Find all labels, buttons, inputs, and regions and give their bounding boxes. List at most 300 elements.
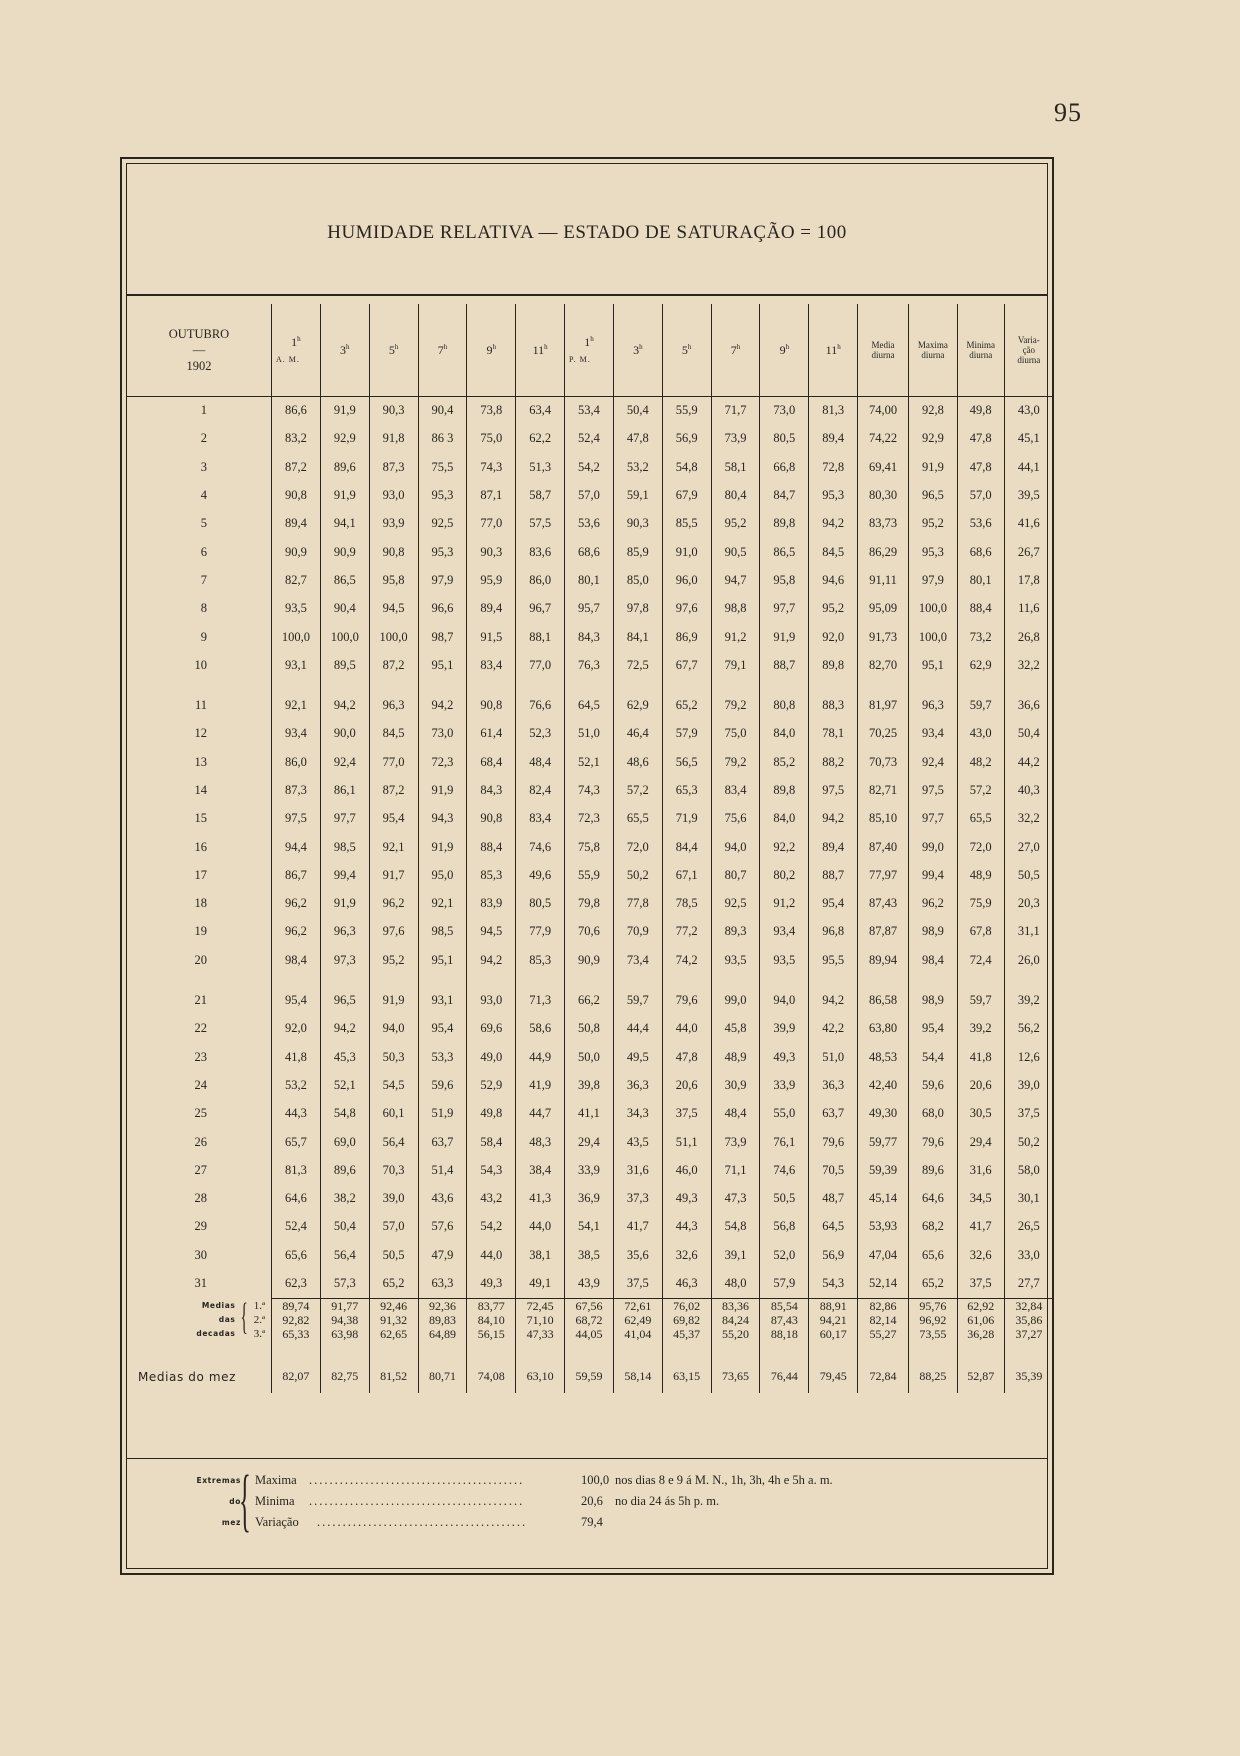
hour-label bbox=[272, 335, 320, 349]
decada-value: 64,89 bbox=[428, 1326, 456, 1341]
decadas-row bbox=[127, 1299, 1053, 1361]
value-cell: 31,6 bbox=[957, 1156, 1004, 1184]
value-cell: 12,6 bbox=[1004, 1043, 1053, 1071]
decadas-brace: { bbox=[240, 1295, 249, 1338]
hour-label bbox=[614, 343, 662, 357]
extremas-value: 20,6 bbox=[581, 1494, 603, 1508]
value-cell: 94,6 bbox=[809, 566, 858, 594]
value-cell: 56,9 bbox=[809, 1241, 858, 1269]
value-cell: 93,4 bbox=[908, 720, 957, 748]
value-cell: 75,9 bbox=[957, 890, 1004, 918]
hour-header bbox=[760, 304, 809, 396]
value-cell: 62,3 bbox=[271, 1269, 320, 1298]
value-cell: 79,6 bbox=[809, 1128, 858, 1156]
value-cell: 85,9 bbox=[613, 538, 662, 566]
value-cell: 65,2 bbox=[369, 1269, 418, 1298]
value-cell: 93,0 bbox=[369, 481, 418, 509]
value-cell: 50,4 bbox=[320, 1213, 369, 1241]
value-cell: 50,0 bbox=[565, 1043, 614, 1071]
value-cell: 52,3 bbox=[516, 720, 565, 748]
value-cell: 41,8 bbox=[271, 1043, 320, 1071]
value-cell: 41,7 bbox=[613, 1213, 662, 1241]
value-cell: 57,9 bbox=[662, 720, 711, 748]
value-cell: 43,2 bbox=[467, 1185, 516, 1213]
hour-number: 11 bbox=[825, 342, 838, 357]
decada-value: 92,46 bbox=[380, 1298, 408, 1313]
value-cell: 91,9 bbox=[320, 890, 369, 918]
value-cell: 42,40 bbox=[858, 1071, 909, 1099]
extremas-value: 100,0 bbox=[581, 1473, 610, 1487]
value-cell: 68,6 bbox=[565, 538, 614, 566]
hour-label bbox=[712, 343, 760, 357]
value-cell: 54,2 bbox=[467, 1213, 516, 1241]
value-cell: 87,40 bbox=[858, 833, 909, 861]
value-cell: 95,2 bbox=[369, 946, 418, 974]
decada-value: 47,33 bbox=[526, 1326, 554, 1341]
value-cell: 93,4 bbox=[271, 720, 320, 748]
decada-value: 96,92 bbox=[919, 1312, 947, 1327]
value-cell: 47,3 bbox=[711, 1185, 760, 1213]
decada-value: 89,74 bbox=[282, 1298, 310, 1313]
day-number: 6 bbox=[200, 544, 207, 559]
value-cell: 41,3 bbox=[516, 1185, 565, 1213]
value-cell: 90,3 bbox=[369, 397, 418, 425]
value-cell: 43,0 bbox=[957, 720, 1004, 748]
value-cell: 59,77 bbox=[858, 1128, 909, 1156]
value-cell: 37,5 bbox=[1004, 1100, 1053, 1128]
hour-number: 3 bbox=[340, 342, 346, 357]
value-cell: 90,9 bbox=[271, 538, 320, 566]
value-cell: 77,0 bbox=[467, 510, 516, 538]
mez-value: 73,65 bbox=[711, 1361, 760, 1393]
decada-value: 62,49 bbox=[624, 1312, 652, 1327]
decadas-column bbox=[369, 1299, 418, 1361]
decada-value: 60,17 bbox=[819, 1326, 847, 1341]
value-cell: 87,2 bbox=[369, 776, 418, 804]
decada-value: 87,43 bbox=[770, 1312, 798, 1327]
extremas-note: nos dias 8 e 9 á M. N., 1h, 3h, 4h e 5h a. m. bbox=[615, 1473, 833, 1487]
value-cell: 88,7 bbox=[809, 861, 858, 889]
value-cell: 57,0 bbox=[369, 1213, 418, 1241]
table-row bbox=[127, 538, 1053, 566]
value-cell: 45,8 bbox=[711, 1015, 760, 1043]
value-cell: 77,97 bbox=[858, 861, 909, 889]
table-row bbox=[127, 1185, 1053, 1213]
value-cell: 80,5 bbox=[760, 425, 809, 453]
value-cell: 74,22 bbox=[858, 425, 909, 453]
value-cell: 55,0 bbox=[760, 1100, 809, 1128]
table-row bbox=[127, 481, 1053, 509]
extremas-name: Maxima bbox=[255, 1473, 297, 1487]
value-cell: 52,0 bbox=[760, 1241, 809, 1269]
table-header-row bbox=[127, 304, 1053, 396]
value-cell: 89,4 bbox=[271, 510, 320, 538]
value-cell: 74,3 bbox=[467, 453, 516, 481]
value-cell: 87,2 bbox=[369, 651, 418, 679]
value-cell: 97,5 bbox=[908, 776, 957, 804]
value-cell: 94,0 bbox=[711, 833, 760, 861]
variacao-header-line: Varia- bbox=[1017, 334, 1040, 345]
value-cell: 91,2 bbox=[760, 890, 809, 918]
table-row bbox=[127, 776, 1053, 804]
value-cell: 90,4 bbox=[418, 397, 467, 425]
value-cell: 49,8 bbox=[467, 1100, 516, 1128]
value-cell: 93,9 bbox=[369, 510, 418, 538]
value-cell: 69,0 bbox=[320, 1128, 369, 1156]
value-cell: 65,6 bbox=[908, 1241, 957, 1269]
value-cell: 32,6 bbox=[662, 1241, 711, 1269]
value-cell: 73,8 bbox=[467, 397, 516, 425]
value-cell: 32,2 bbox=[1004, 805, 1053, 833]
decada-value: 37,27 bbox=[1015, 1326, 1043, 1341]
value-cell: 56,8 bbox=[760, 1213, 809, 1241]
value-cell: 100,0 bbox=[908, 623, 957, 651]
decadas-column bbox=[858, 1299, 909, 1361]
value-cell: 99,4 bbox=[320, 861, 369, 889]
value-cell: 80,4 bbox=[711, 481, 760, 509]
value-cell: 94,2 bbox=[320, 679, 369, 719]
value-cell: 70,5 bbox=[809, 1156, 858, 1184]
value-cell: 27,0 bbox=[1004, 833, 1053, 861]
decadas-column bbox=[711, 1299, 760, 1361]
value-cell: 92,8 bbox=[908, 397, 957, 425]
value-cell: 86,58 bbox=[858, 974, 909, 1014]
value-cell: 92,4 bbox=[908, 748, 957, 776]
value-cell: 95,1 bbox=[418, 651, 467, 679]
day-number: 16 bbox=[194, 839, 207, 854]
value-cell: 89,6 bbox=[320, 1156, 369, 1184]
value-cell: 85,0 bbox=[613, 566, 662, 594]
value-cell: 39,2 bbox=[1004, 974, 1053, 1014]
value-cell: 51,0 bbox=[565, 720, 614, 748]
value-cell: 62,9 bbox=[957, 651, 1004, 679]
value-cell: 84,3 bbox=[565, 623, 614, 651]
value-cell: 43,9 bbox=[565, 1269, 614, 1298]
value-cell: 30,5 bbox=[957, 1100, 1004, 1128]
value-cell: 64,5 bbox=[809, 1213, 858, 1241]
value-cell: 72,0 bbox=[957, 833, 1004, 861]
hour-header bbox=[467, 304, 516, 396]
value-cell: 69,6 bbox=[467, 1015, 516, 1043]
hour-number: 9 bbox=[486, 342, 493, 357]
value-cell: 30,9 bbox=[711, 1071, 760, 1099]
value-cell: 43,5 bbox=[613, 1128, 662, 1156]
value-cell: 70,9 bbox=[613, 918, 662, 946]
decadas-label-line: decadas bbox=[196, 1328, 236, 1338]
value-cell: 86,6 bbox=[271, 397, 320, 425]
value-cell: 78,1 bbox=[809, 720, 858, 748]
hour-number: 7 bbox=[437, 342, 444, 357]
day-number: 27 bbox=[194, 1162, 207, 1177]
value-cell: 71,3 bbox=[516, 974, 565, 1014]
value-cell: 60,1 bbox=[369, 1100, 418, 1128]
value-cell: 37,3 bbox=[613, 1185, 662, 1213]
value-cell: 82,71 bbox=[858, 776, 909, 804]
hour-header bbox=[565, 304, 614, 396]
value-cell: 44,0 bbox=[662, 1015, 711, 1043]
table-row bbox=[127, 861, 1053, 889]
day-number: 1 bbox=[200, 403, 207, 418]
mez-value: 82,75 bbox=[320, 1361, 369, 1393]
decada-value: 62,92 bbox=[967, 1298, 995, 1313]
value-cell: 91,9 bbox=[418, 833, 467, 861]
value-cell: 48,0 bbox=[711, 1269, 760, 1298]
value-cell: 64,6 bbox=[908, 1185, 957, 1213]
value-cell: 85,3 bbox=[467, 861, 516, 889]
extremas-row-minima bbox=[255, 1491, 815, 1512]
value-cell: 89,8 bbox=[760, 776, 809, 804]
decada-value: 89,83 bbox=[428, 1312, 456, 1327]
value-cell: 48,2 bbox=[957, 748, 1004, 776]
table-row bbox=[127, 679, 1053, 719]
value-cell: 96,8 bbox=[809, 918, 858, 946]
hour-suffix: h bbox=[785, 342, 790, 351]
value-cell: 90,3 bbox=[467, 538, 516, 566]
table-row bbox=[127, 1156, 1053, 1184]
value-cell: 70,6 bbox=[565, 918, 614, 946]
extremas-note: no dia 24 ás 5h p. m. bbox=[615, 1494, 720, 1508]
value-cell: 92,5 bbox=[711, 890, 760, 918]
value-cell: 93,0 bbox=[467, 974, 516, 1014]
hour-label bbox=[516, 343, 564, 357]
value-cell: 80,7 bbox=[711, 861, 760, 889]
day-number: 14 bbox=[194, 783, 207, 797]
value-cell: 31,6 bbox=[613, 1156, 662, 1184]
value-cell: 89,3 bbox=[711, 918, 760, 946]
value-cell: 96,2 bbox=[908, 890, 957, 918]
hour-number: 9 bbox=[779, 342, 786, 357]
table-row bbox=[127, 748, 1053, 776]
media-header-line: diurna bbox=[871, 349, 895, 360]
value-cell: 53,3 bbox=[418, 1043, 467, 1071]
value-cell: 29,4 bbox=[565, 1128, 614, 1156]
value-cell: 94,2 bbox=[467, 946, 516, 974]
value-cell: 26,5 bbox=[1004, 1213, 1053, 1241]
day-number: 26 bbox=[194, 1134, 207, 1149]
decada-value: 88,18 bbox=[770, 1326, 798, 1341]
value-cell: 48,4 bbox=[516, 748, 565, 776]
value-cell: 99,0 bbox=[711, 974, 760, 1014]
value-cell: 80,5 bbox=[516, 890, 565, 918]
value-cell: 26,7 bbox=[1004, 538, 1053, 566]
hour-suffix: h bbox=[544, 342, 548, 351]
decada-value: 55,27 bbox=[869, 1326, 897, 1341]
value-cell: 85,5 bbox=[662, 510, 711, 538]
hour-number: 11 bbox=[532, 342, 545, 357]
decada-value: 72,45 bbox=[526, 1298, 554, 1313]
media-diurna-header bbox=[858, 304, 909, 396]
value-cell: 96,2 bbox=[271, 890, 320, 918]
value-cell: 35,6 bbox=[613, 1241, 662, 1269]
value-cell: 67,7 bbox=[662, 651, 711, 679]
value-cell: 88,7 bbox=[760, 651, 809, 679]
value-cell: 79,6 bbox=[662, 974, 711, 1014]
value-cell: 88,2 bbox=[809, 748, 858, 776]
variacao-header-line: ção bbox=[1022, 344, 1036, 355]
value-cell: 44,3 bbox=[662, 1213, 711, 1241]
value-cell: 86,9 bbox=[662, 623, 711, 651]
value-cell: 57,2 bbox=[957, 776, 1004, 804]
leader-dots: .......................................... bbox=[309, 1473, 525, 1487]
value-cell: 20,3 bbox=[1004, 890, 1053, 918]
value-cell: 52,1 bbox=[320, 1071, 369, 1099]
value-cell: 82,70 bbox=[858, 651, 909, 679]
value-cell: 53,2 bbox=[271, 1071, 320, 1099]
year-label: 1902 bbox=[186, 358, 212, 373]
value-cell: 66,2 bbox=[565, 974, 614, 1014]
value-cell: 95,1 bbox=[418, 946, 467, 974]
hour-number: 7 bbox=[730, 342, 737, 357]
value-cell: 86,5 bbox=[760, 538, 809, 566]
value-cell: 66,8 bbox=[760, 453, 809, 481]
hour-label bbox=[419, 343, 467, 357]
decadas-column bbox=[516, 1299, 565, 1361]
value-cell: 73,2 bbox=[957, 623, 1004, 651]
decadas-index bbox=[254, 1299, 265, 1341]
value-cell: 95,4 bbox=[809, 890, 858, 918]
value-cell: 63,4 bbox=[516, 397, 565, 425]
mez-value: 35,39 bbox=[1004, 1361, 1053, 1393]
decadas-label bbox=[196, 1299, 235, 1341]
value-cell: 42,2 bbox=[809, 1015, 858, 1043]
hour-header bbox=[516, 304, 565, 396]
mez-value: 63,10 bbox=[516, 1361, 565, 1393]
value-cell: 51,0 bbox=[809, 1043, 858, 1071]
value-cell: 48,7 bbox=[809, 1185, 858, 1213]
value-cell: 47,8 bbox=[613, 425, 662, 453]
value-cell: 65,3 bbox=[662, 776, 711, 804]
hour-header bbox=[711, 304, 760, 396]
value-cell: 86 3 bbox=[418, 425, 467, 453]
value-cell: 95,8 bbox=[760, 566, 809, 594]
hour-label bbox=[321, 343, 369, 357]
decada-value: 67,56 bbox=[575, 1298, 603, 1313]
value-cell: 44,7 bbox=[516, 1100, 565, 1128]
value-cell: 78,5 bbox=[662, 890, 711, 918]
decadas-label-line: Medias bbox=[201, 1300, 236, 1310]
value-cell: 91,73 bbox=[858, 623, 909, 651]
value-cell: 75,6 bbox=[711, 805, 760, 833]
decada-value: 36,28 bbox=[967, 1326, 995, 1341]
mez-value: 52,87 bbox=[957, 1361, 1004, 1393]
day-number: 12 bbox=[194, 726, 207, 741]
value-cell: 75,8 bbox=[565, 833, 614, 861]
value-cell: 97,9 bbox=[418, 566, 467, 594]
value-cell: 39,5 bbox=[1004, 481, 1053, 509]
decada-index-label: 3.ª bbox=[253, 1327, 265, 1340]
extremas-name: Variação bbox=[255, 1515, 299, 1529]
value-cell: 90,8 bbox=[467, 679, 516, 719]
value-cell: 84,3 bbox=[467, 776, 516, 804]
value-cell: 97,5 bbox=[809, 776, 858, 804]
value-cell: 86,7 bbox=[271, 861, 320, 889]
value-cell: 49,8 bbox=[957, 397, 1004, 425]
value-cell: 43,6 bbox=[418, 1185, 467, 1213]
value-cell: 96,2 bbox=[369, 890, 418, 918]
value-cell: 94,2 bbox=[809, 510, 858, 538]
value-cell: 83,9 bbox=[467, 890, 516, 918]
value-cell: 88,3 bbox=[809, 679, 858, 719]
medias-mez-label: Medias do mez bbox=[137, 1369, 237, 1384]
value-cell: 41,8 bbox=[957, 1043, 1004, 1071]
hour-label bbox=[565, 335, 613, 349]
value-cell: 89,4 bbox=[809, 425, 858, 453]
decadas-column bbox=[271, 1299, 320, 1361]
value-cell: 70,3 bbox=[369, 1156, 418, 1184]
extremas-value: 79,4 bbox=[581, 1515, 603, 1529]
value-cell: 31,1 bbox=[1004, 918, 1053, 946]
value-cell: 90,5 bbox=[711, 538, 760, 566]
value-cell: 100,0 bbox=[908, 595, 957, 623]
value-cell: 47,8 bbox=[957, 453, 1004, 481]
extremas-label-line: Extremas bbox=[196, 1476, 241, 1485]
decada-value: 76,02 bbox=[673, 1298, 701, 1313]
decada-value: 83,77 bbox=[477, 1298, 505, 1313]
leader-dots: ......................................... bbox=[317, 1515, 528, 1529]
value-cell: 89,4 bbox=[809, 833, 858, 861]
value-cell: 63,7 bbox=[418, 1128, 467, 1156]
day-number: 18 bbox=[194, 896, 207, 911]
value-cell: 90,9 bbox=[565, 946, 614, 974]
value-cell: 92,4 bbox=[320, 748, 369, 776]
value-cell: 85,2 bbox=[760, 748, 809, 776]
value-cell: 98,9 bbox=[908, 918, 957, 946]
mez-value: 79,45 bbox=[809, 1361, 858, 1393]
hour-header bbox=[809, 304, 858, 396]
hour-suffix: h bbox=[687, 342, 692, 351]
day-number: 23 bbox=[194, 1049, 207, 1064]
value-cell: 98,7 bbox=[418, 623, 467, 651]
hour-number: 3 bbox=[633, 342, 640, 357]
value-cell: 95,3 bbox=[908, 538, 957, 566]
value-cell: 94,2 bbox=[809, 974, 858, 1014]
mez-value: 82,07 bbox=[271, 1361, 320, 1393]
value-cell: 45,1 bbox=[1004, 425, 1053, 453]
hour-suffix: h bbox=[492, 342, 497, 351]
table-row bbox=[127, 425, 1053, 453]
value-cell: 81,3 bbox=[809, 397, 858, 425]
value-cell: 37,5 bbox=[613, 1269, 662, 1298]
extremas-rule bbox=[127, 1458, 1047, 1459]
value-cell: 67,8 bbox=[957, 918, 1004, 946]
decadas-column bbox=[809, 1299, 858, 1361]
table-row bbox=[127, 890, 1053, 918]
minima-header-line: diurna bbox=[969, 349, 993, 360]
value-cell: 51,4 bbox=[418, 1156, 467, 1184]
value-cell: 64,6 bbox=[271, 1185, 320, 1213]
value-cell: 50,5 bbox=[1004, 861, 1053, 889]
value-cell: 71,7 bbox=[711, 397, 760, 425]
value-cell: 57,3 bbox=[320, 1269, 369, 1298]
value-cell: 83,2 bbox=[271, 425, 320, 453]
value-cell: 54,8 bbox=[711, 1213, 760, 1241]
day-number: 8 bbox=[200, 601, 207, 616]
value-cell: 77,9 bbox=[516, 918, 565, 946]
value-cell: 74,6 bbox=[760, 1156, 809, 1184]
table-row bbox=[127, 946, 1053, 974]
day-number: 29 bbox=[194, 1219, 207, 1234]
value-cell: 97,7 bbox=[320, 805, 369, 833]
value-cell: 71,1 bbox=[711, 1156, 760, 1184]
value-cell: 51,1 bbox=[662, 1128, 711, 1156]
value-cell: 99,4 bbox=[908, 861, 957, 889]
value-cell: 91,9 bbox=[369, 974, 418, 1014]
value-cell: 33,0 bbox=[1004, 1241, 1053, 1269]
day-number: 30 bbox=[194, 1247, 207, 1262]
value-cell: 65,6 bbox=[271, 1241, 320, 1269]
value-cell: 44,1 bbox=[1004, 453, 1053, 481]
value-cell: 91,9 bbox=[760, 623, 809, 651]
